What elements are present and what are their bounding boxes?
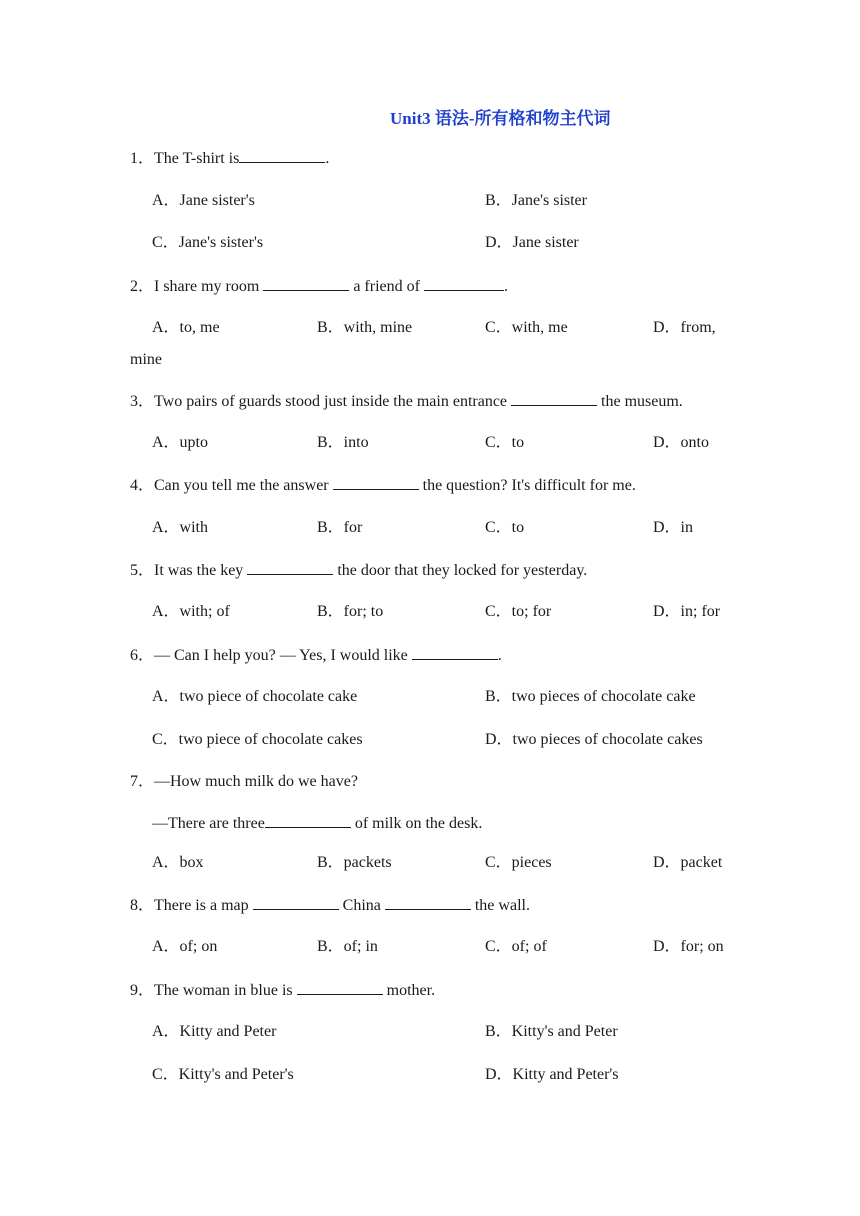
question-9-option-d: D．Kitty and Peter's xyxy=(485,1066,619,1083)
question-8-stem xyxy=(130,895,530,916)
question-3-text-end: the museum. xyxy=(597,393,683,410)
question-9-text-end: mother. xyxy=(382,982,436,999)
question-6-text: 6．— Can I help you? — Yes, I would like xyxy=(130,647,412,664)
question-3-option-b: B．into xyxy=(317,434,369,451)
question-1-option-a: A．Jane sister's xyxy=(152,192,255,209)
answer-blank xyxy=(412,645,498,660)
question-2-option-a: A．to, me xyxy=(152,319,220,336)
question-2-option-c: C．with, me xyxy=(485,319,568,336)
question-8-option-c: C．of; of xyxy=(485,938,547,955)
answer-blank xyxy=(297,980,383,995)
question-6-option-b: B．two pieces of chocolate cake xyxy=(485,688,696,705)
question-1-text: 1．The T-shirt is xyxy=(130,150,240,167)
question-8-option-a: A．of; on xyxy=(152,938,218,955)
question-8-text-end: the wall. xyxy=(470,897,530,914)
question-5-option-b: B．for; to xyxy=(317,603,384,620)
question-6-stem xyxy=(130,645,502,666)
question-7-stem-line-1: 7．—How much milk do we have? xyxy=(130,773,358,790)
answer-blank xyxy=(385,895,471,910)
question-5-option-d: D．in; for xyxy=(653,603,721,620)
question-7-option-c: C．pieces xyxy=(485,854,552,871)
question-4-option-c: C．to xyxy=(485,519,525,536)
question-7-option-d: D．packet xyxy=(653,854,723,871)
question-6-option-d: D．two pieces of chocolate cakes xyxy=(485,731,703,748)
question-4-option-b: B．for xyxy=(317,519,363,536)
question-2-text-mid: a friend of xyxy=(349,278,424,295)
question-3-option-c: C．to xyxy=(485,434,525,451)
question-4-text: 4．Can you tell me the answer xyxy=(130,477,333,494)
question-6-option-a: A．two piece of chocolate cake xyxy=(152,688,358,705)
question-5-option-a: A．with; of xyxy=(152,603,230,620)
question-8-text-mid: China xyxy=(338,897,385,914)
question-1-stem xyxy=(130,148,329,169)
answer-blank xyxy=(253,895,339,910)
question-6-option-c: C．two piece of chocolate cakes xyxy=(152,731,363,748)
question-5-stem xyxy=(130,560,587,581)
question-2-option-d-wrap: mine xyxy=(130,351,162,368)
answer-blank xyxy=(263,276,349,291)
question-7-option-b: B．packets xyxy=(317,854,392,871)
question-2-stem xyxy=(130,276,508,297)
page-title: Unit3 语法-所有格和物主代词 xyxy=(390,109,611,128)
question-2-text: 2．I share my room xyxy=(130,278,264,295)
question-4-text-end: the question? It's difficult for me. xyxy=(418,477,636,494)
question-6-text-end: . xyxy=(497,647,502,664)
question-1-option-b: B．Jane's sister xyxy=(485,192,587,209)
answer-blank xyxy=(511,391,597,406)
question-3-option-a: A．upto xyxy=(152,434,209,451)
question-1-option-c: C．Jane's sister's xyxy=(152,234,264,251)
answer-blank xyxy=(247,560,333,575)
question-9-stem xyxy=(130,980,435,1001)
answer-blank xyxy=(265,813,351,828)
question-3-text: 3．Two pairs of guards stood just inside the main entrance xyxy=(130,393,512,410)
question-2-text-end: . xyxy=(503,278,508,295)
answer-blank xyxy=(424,276,504,291)
question-3-option-d: D．onto xyxy=(653,434,710,451)
question-5-text: 5．It was the key xyxy=(130,562,248,579)
question-9-option-b: B．Kitty's and Peter xyxy=(485,1023,618,1040)
question-4-stem xyxy=(130,475,636,496)
question-7-option-a: A．box xyxy=(152,854,204,871)
question-9-text: 9．The woman in blue is xyxy=(130,982,297,999)
question-4-option-a: A．with xyxy=(152,519,209,536)
question-7-text: —There are three xyxy=(152,815,265,832)
question-9-option-c: C．Kitty's and Peter's xyxy=(152,1066,294,1083)
question-2-option-b: B．with, mine xyxy=(317,319,413,336)
question-9-option-a: A．Kitty and Peter xyxy=(152,1023,277,1040)
question-4-option-d: D．in xyxy=(653,519,694,536)
question-5-text-end: the door that they locked for yesterday. xyxy=(333,562,588,579)
question-2-option-d: D．from, xyxy=(653,319,716,336)
question-8-option-d: D．for; on xyxy=(653,938,724,955)
question-7-text-end: of milk on the desk. xyxy=(350,815,483,832)
question-1-text-end: . xyxy=(325,150,330,167)
answer-blank xyxy=(239,148,325,163)
question-3-stem xyxy=(130,391,683,412)
question-8-text: 8．There is a map xyxy=(130,897,253,914)
question-8-option-b: B．of; in xyxy=(317,938,378,955)
question-1-option-d: D．Jane sister xyxy=(485,234,579,251)
question-5-option-c: C．to; for xyxy=(485,603,552,620)
answer-blank xyxy=(333,475,419,490)
question-7-stem-line-2 xyxy=(152,813,482,834)
